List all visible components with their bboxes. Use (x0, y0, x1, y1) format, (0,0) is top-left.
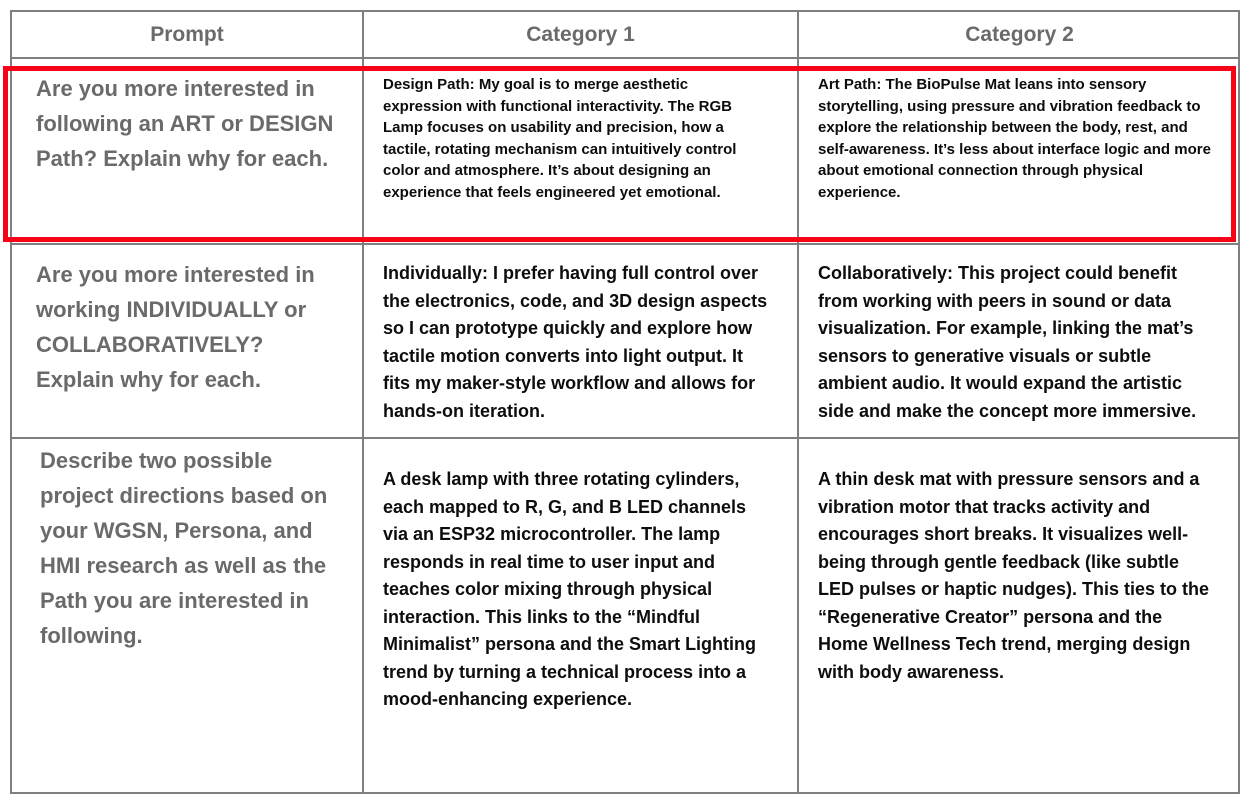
header-cell-prompt: Prompt (150, 22, 224, 46)
row3-category2-cell: A thin desk mat with pressure sensors and a vibration motor that tracks activity and encourages short breaks. It visualizes well-being through gentle feedback (like subtle LED pulses or haptic nudges). This ties to the “Regenerative Creator” persona and the Home Wellness Tech trend, merging design with body awareness. (797, 437, 1240, 792)
row2-prompt-cell: Are you more interested in working INDIVIDUALLY or COLLABORATIVELY? Explain why for each. (12, 243, 362, 437)
header-cell-category2: Category 2 (797, 12, 1240, 57)
project-paths-table (10, 10, 1240, 794)
row2-category2-cell: Collaboratively: This project could benefit from working with peers in sound or data visualization. For example, linking the mat’s sensors to generative visuals or subtle ambient audio. It would expand the artistic side and make the concept more immersive. (797, 243, 1240, 437)
row3-prompt-cell: Describe two possible project directions based on your WGSN, Persona, and HMI research as well as the Path you are interested in following. (12, 437, 362, 792)
row1-category2-cell: Art Path: The BioPulse Mat leans into sensory storytelling, using pressure and vibration feedback to explore the relationship between the body, rest, and self-awareness. It’s less about interface logic and more about emotional connection through physical experience. (797, 57, 1240, 243)
header-cell-category1: Category 1 (362, 12, 797, 57)
row3-category1-cell: A desk lamp with three rotating cylinders, each mapped to R, G, and B LED channels via an ESP32 microcontroller. The lamp responds in real time to user input and teaches color mixing through physical interaction. This links to the “Mindful Minimalist” persona and the Smart Lighting trend by turning a technical process into a mood-enhancing experience. (362, 437, 797, 792)
row1-category1-cell: Design Path: My goal is to merge aesthetic expression with functional interactivity. The RGB Lamp focuses on usability and precision, how a tactile, rotating mechanism can intuitively control color and atmosphere. It’s about designing an experience that feels engineered yet emotional. (362, 57, 797, 243)
row2-category1-cell: Individually: I prefer having full control over the electronics, code, and 3D design aspects so I can prototype quickly and explore how tactile motion converts into light output. It fits my maker-style workflow and allows for hands-on iteration. (362, 243, 797, 437)
row1-prompt-cell: Are you more interested in following an ART or DESIGN Path? Explain why for each. (12, 57, 362, 243)
